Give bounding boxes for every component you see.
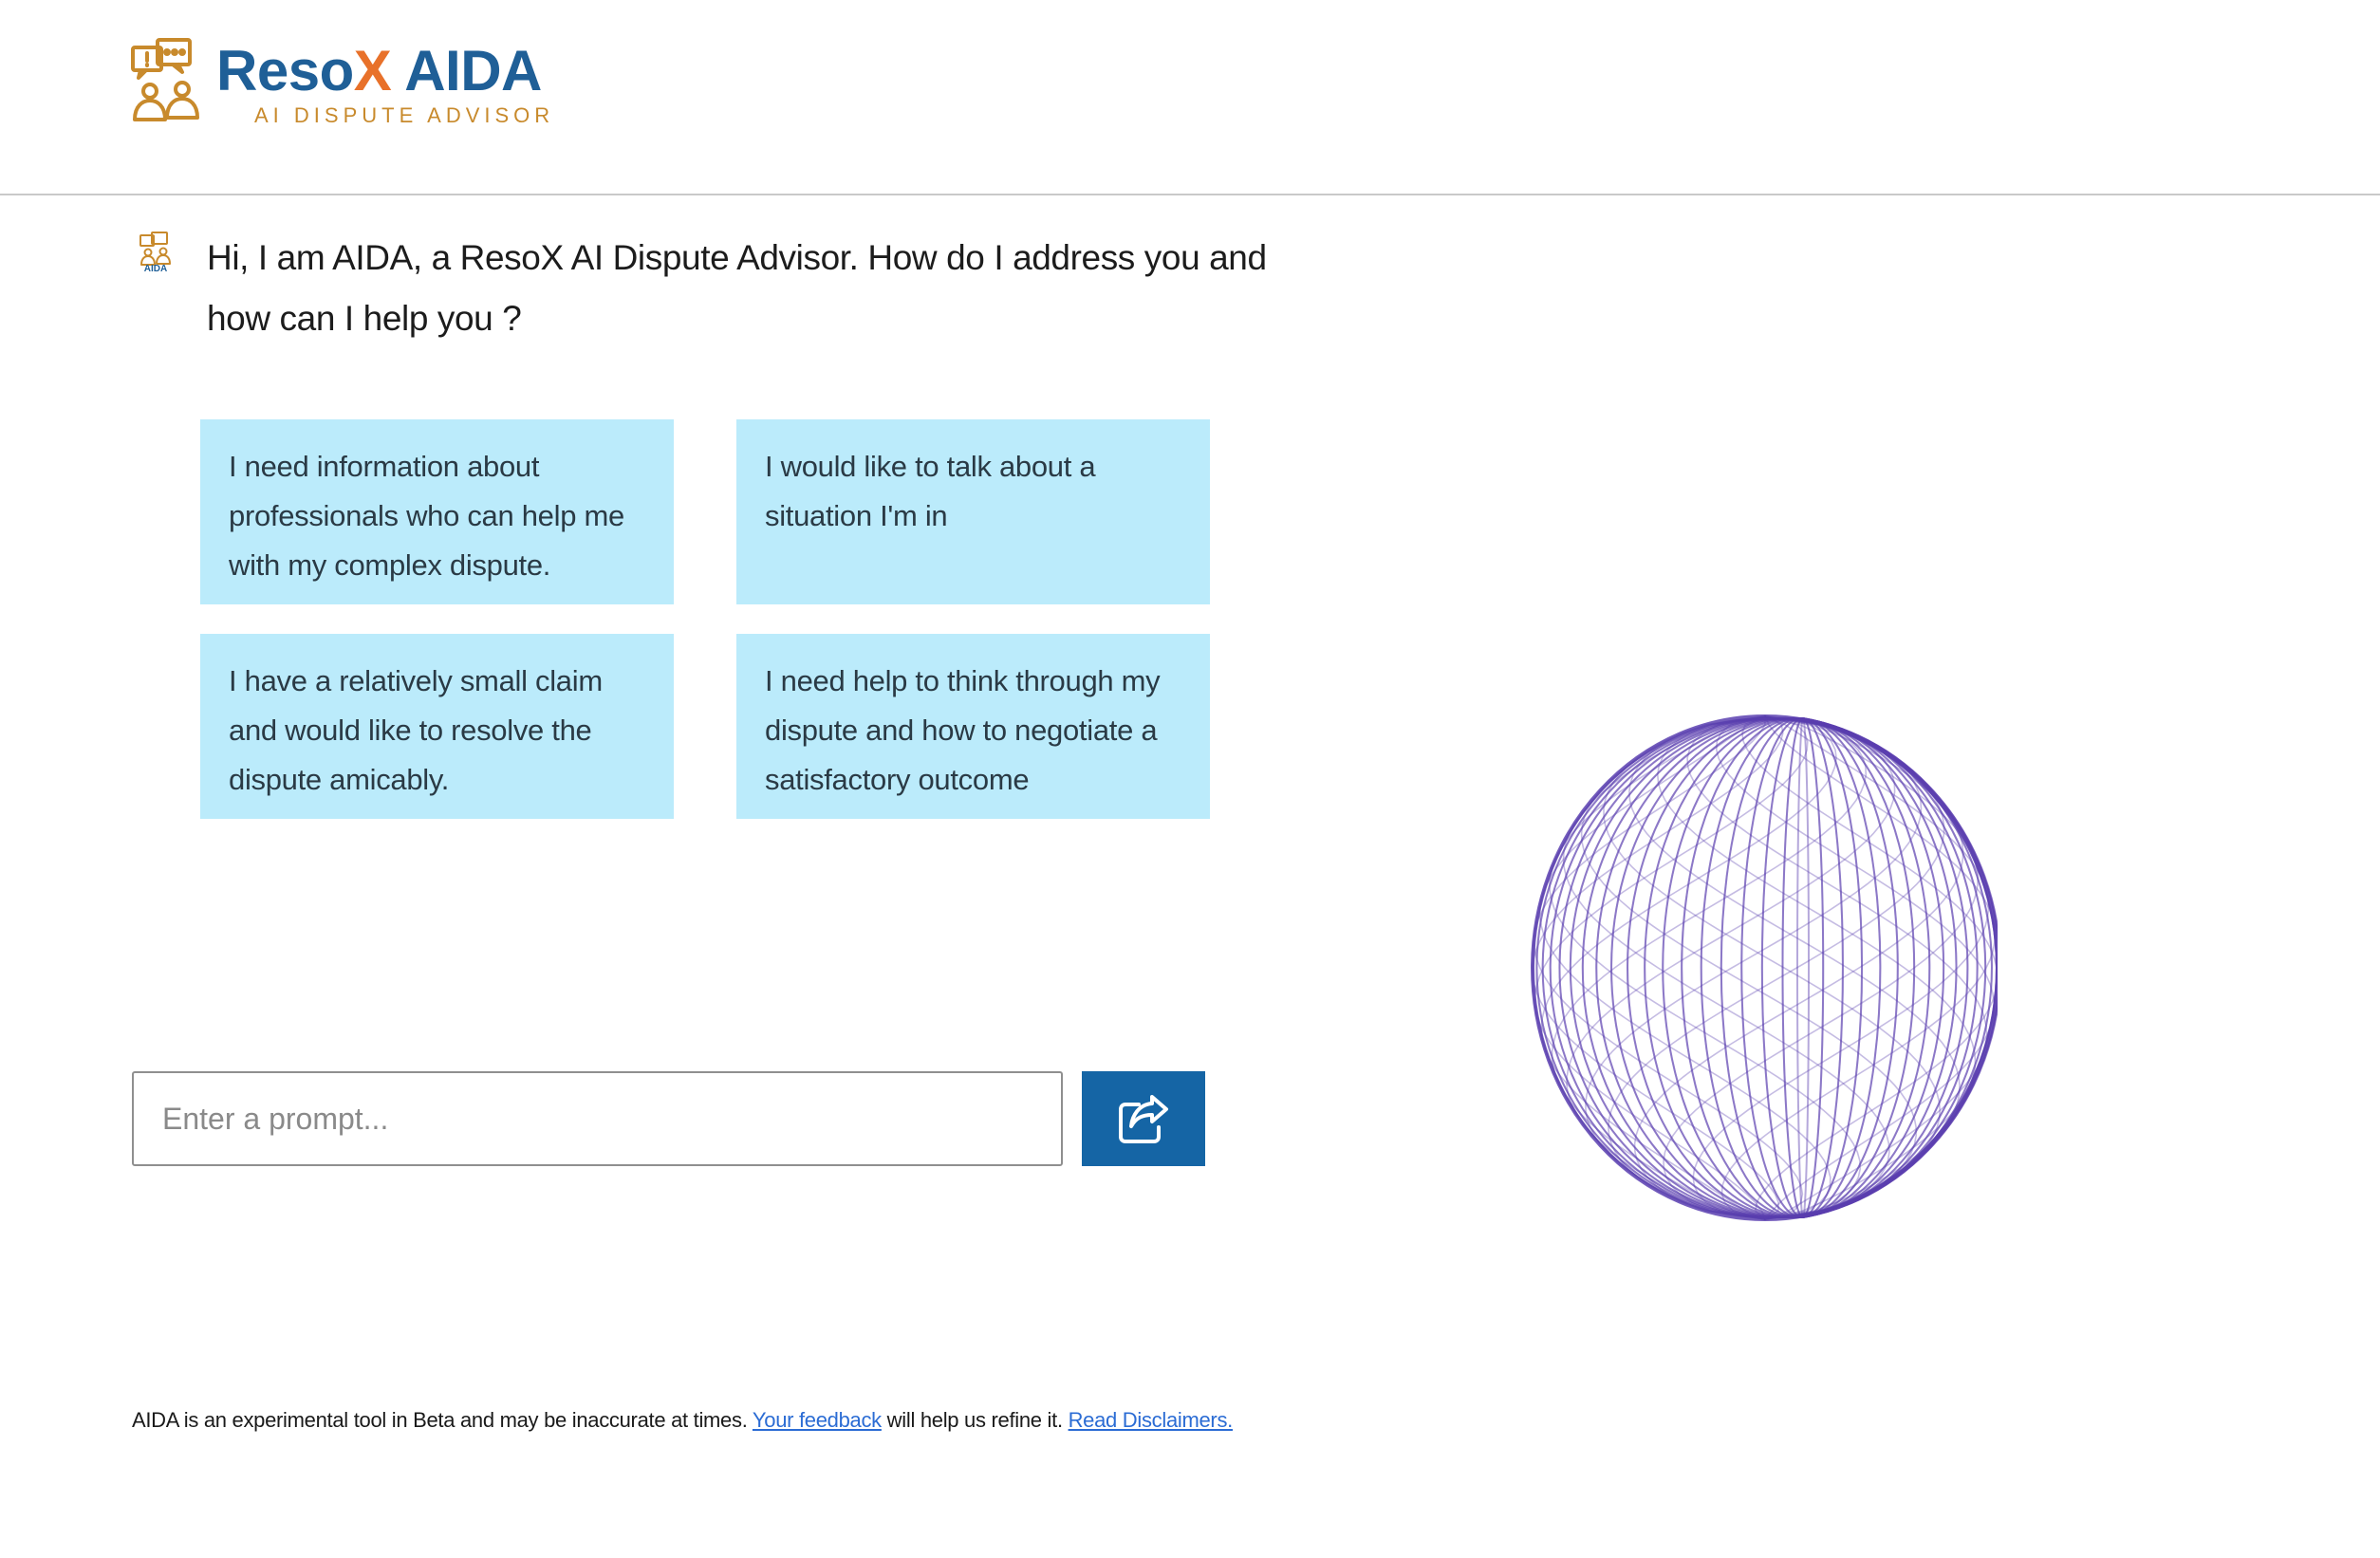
suggestion-small-claim[interactable]: I have a relatively small claim and would like to resolve the dispute amicably. [200,634,674,819]
footer-disclaimer [132,1408,1233,1433]
suggestion-professionals[interactable]: I need information about professionals who can help me with my complex dispute. [200,419,674,604]
logo-text [216,39,554,128]
suggestion-negotiate[interactable]: I need help to think through my dispute and how to negotiate a satisfactory outcome [736,634,1210,819]
header [0,0,2380,195]
orb-meridian [1627,718,1956,1217]
logo-wordmark-reso: Reso [216,39,354,102]
disclaimers-link[interactable]: Read Disclaimers. [1068,1408,1233,1432]
aida-orb-animation [1523,712,1998,1224]
logo-tagline: AI DISPUTE ADVISOR [254,103,555,127]
orb-meridian [1627,718,1956,1217]
bot-greeting-message: Hi, I am AIDA, a ResoX AI Dispute Advisor. How do I address you and how can I help you ? [207,238,1267,338]
logo-wordmark-x: X [353,39,392,102]
suggestion-talk-situation[interactable]: I would like to talk about a situation I'm in [736,419,1210,604]
bot-avatar-label: AIDA [143,264,168,274]
logo[interactable] [129,36,554,131]
logo-wordmark [216,39,554,103]
send-button[interactable] [1082,1071,1205,1166]
prompt-row [132,1071,1205,1166]
logo-people-chat-icon [129,36,203,131]
orb-meridian [1797,718,1809,1217]
suggestion-grid [200,419,1211,819]
footer-text-before: AIDA is an experimental tool in Beta and may be inaccurate at times. [132,1408,753,1432]
orb-weave-line [1629,716,1960,1219]
orb-meridian [1782,718,1823,1217]
share-arrow-icon [1116,1091,1171,1146]
prompt-input[interactable] [132,1071,1063,1166]
orb-meridian [1762,718,1843,1217]
orb-meridian [1741,718,1862,1217]
orb-weave-line [1586,716,1922,1219]
footer-text-middle: will help us refine it. [881,1408,1069,1432]
feedback-link[interactable]: Your feedback [752,1408,882,1432]
logo-wordmark-aida: AIDA [391,39,542,102]
orb-weave-line [1535,716,1808,1219]
